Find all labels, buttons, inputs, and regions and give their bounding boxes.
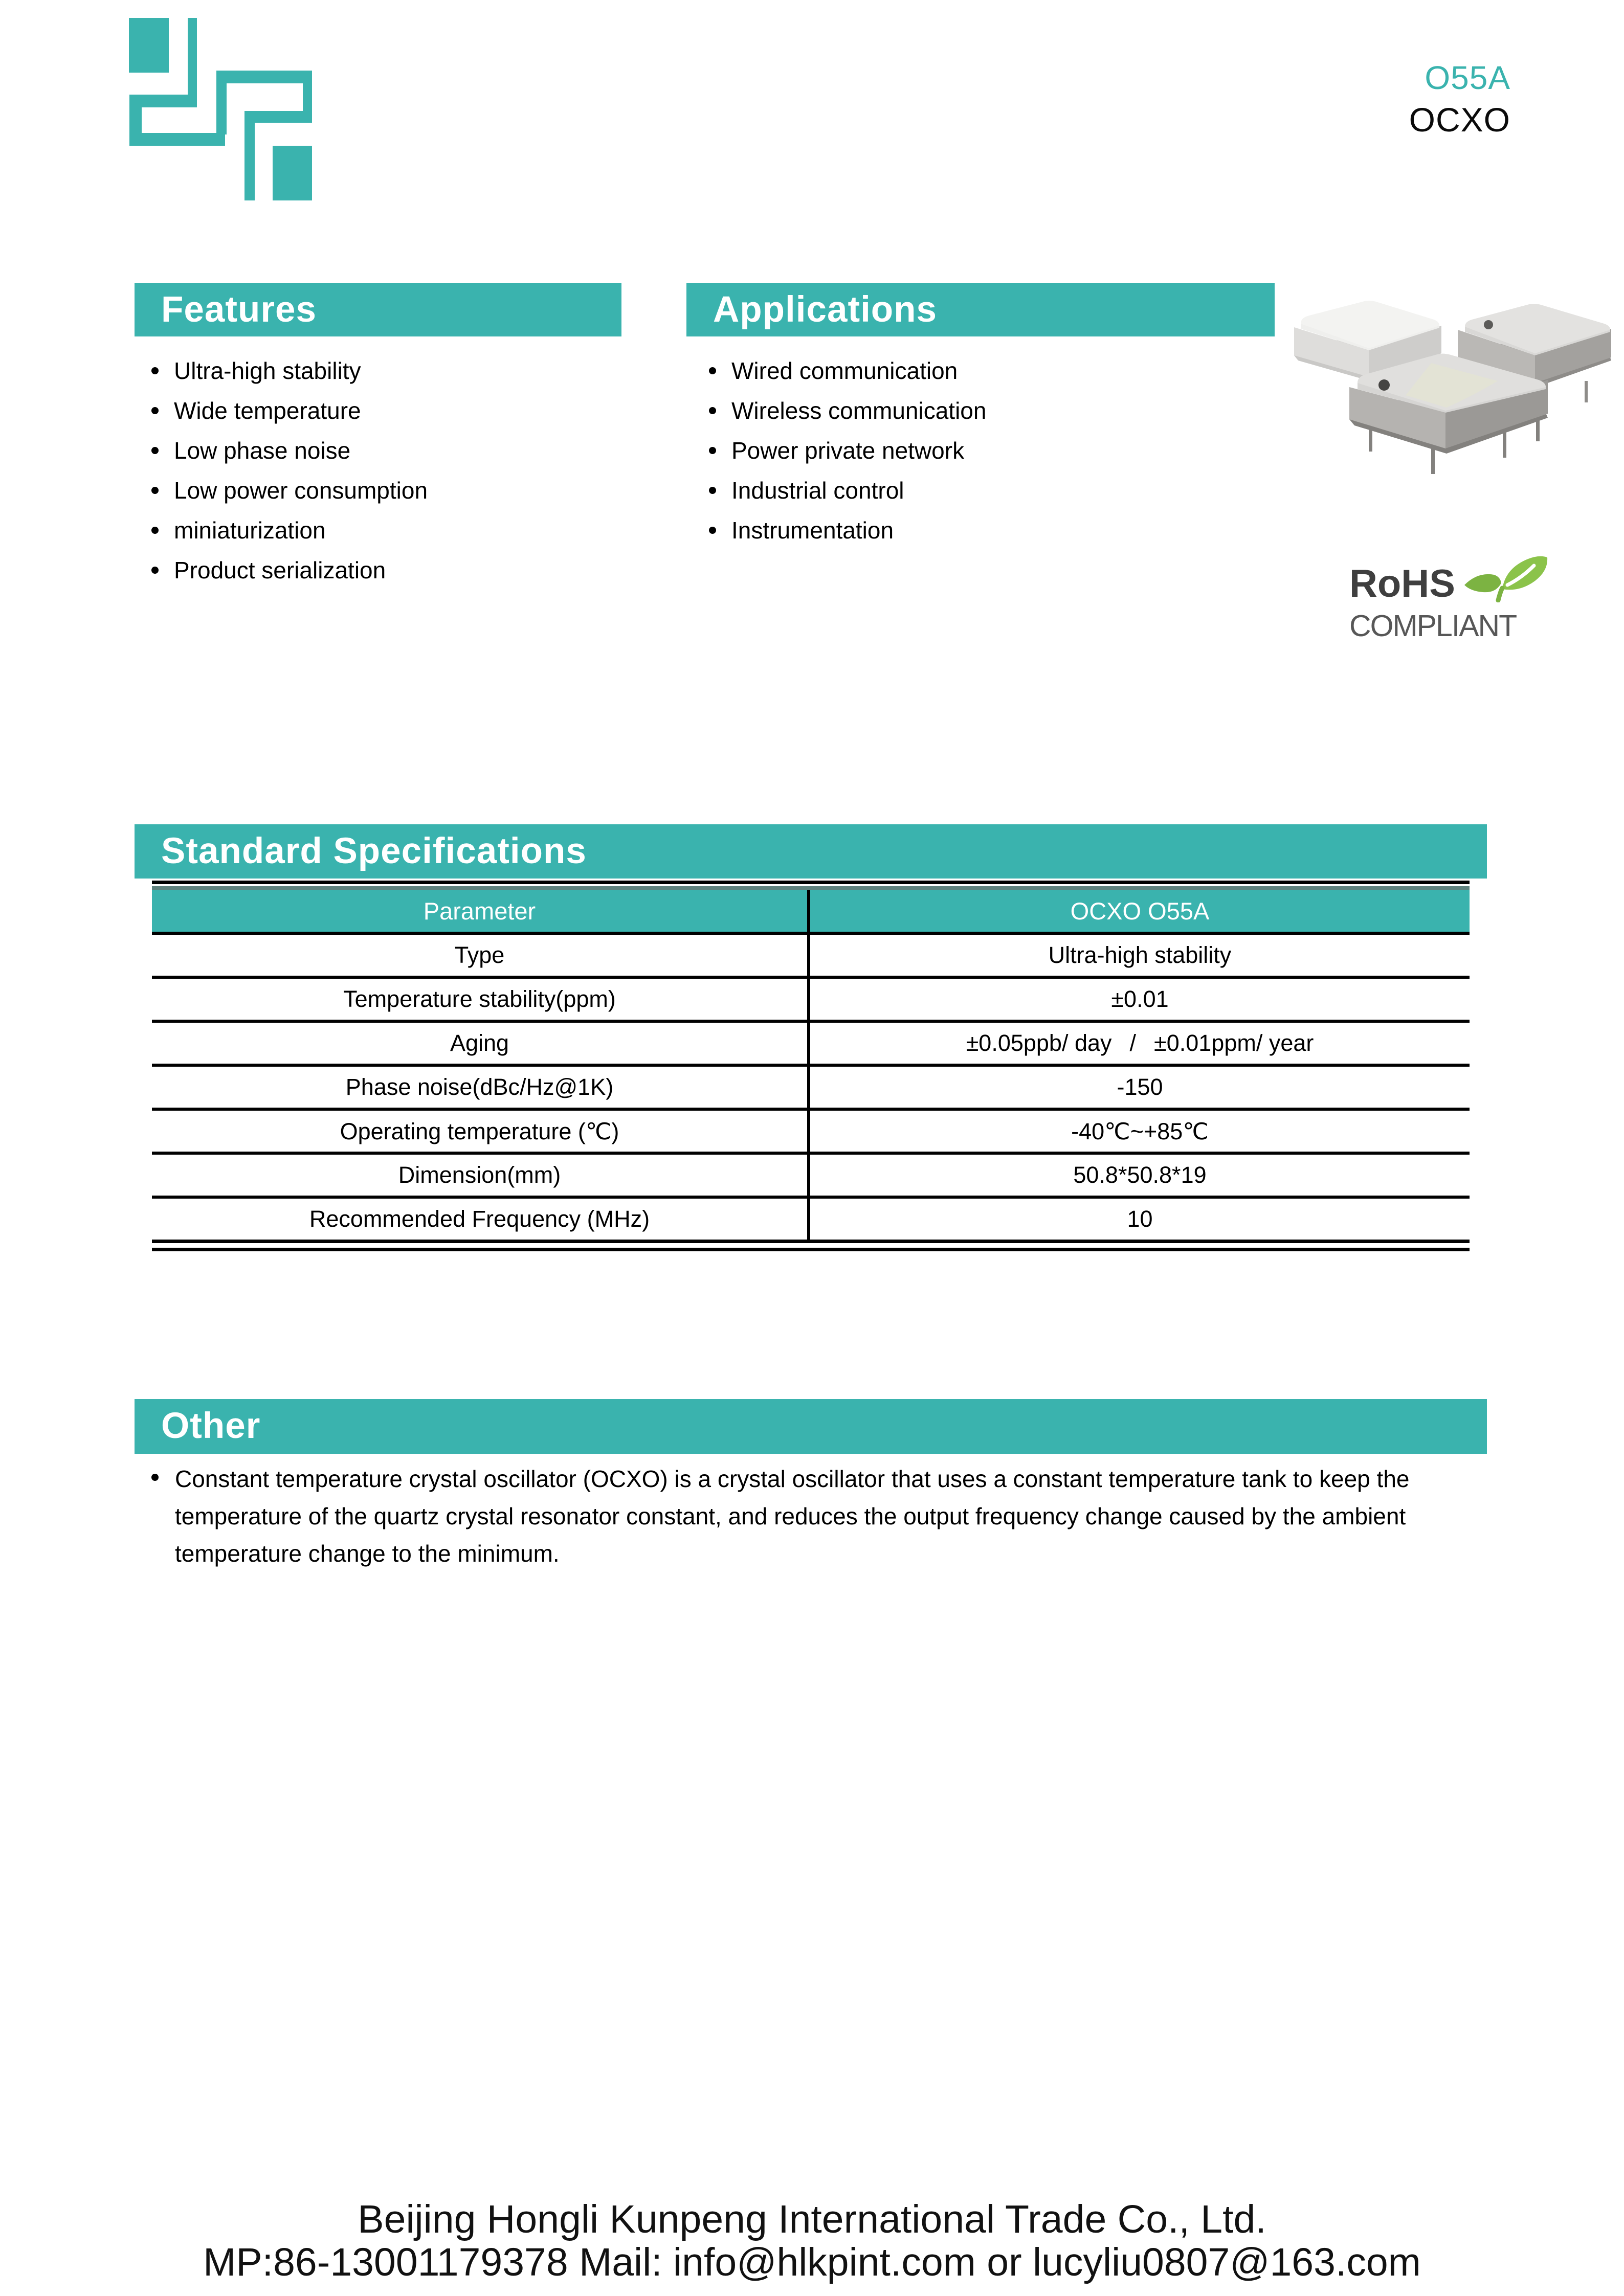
table-bottom-gap (152, 1243, 1470, 1248)
list-item (151, 470, 428, 510)
spec-col-value: OCXO O55A (1070, 897, 1210, 925)
list-item (151, 391, 428, 431)
list-item-label: Instrumentation (731, 517, 894, 544)
spec-value: ±0.05ppb/ day / ±0.01ppm/ year (966, 1030, 1314, 1056)
spec-row (152, 1067, 1470, 1111)
spec-param: Dimension(mm) (152, 1155, 810, 1196)
list-item (709, 351, 986, 391)
list-item (709, 391, 986, 431)
table-bottom-border-2 (152, 1248, 1470, 1251)
spec-param: Aging (152, 1023, 810, 1064)
spec-row (152, 1199, 1470, 1240)
list-item-label: Wide temperature (174, 397, 361, 424)
spec-value: ±0.01 (1111, 986, 1169, 1012)
bullet-icon (709, 487, 716, 494)
logo-square-top-left (129, 18, 169, 73)
table-bottom-border (152, 1240, 1470, 1243)
features-title: Features (161, 289, 317, 330)
list-item-label: miniaturization (174, 517, 326, 544)
list-item (151, 431, 428, 470)
list-item (151, 510, 428, 550)
bullet-icon (151, 367, 159, 374)
spec-value: Ultra-high stability (1048, 942, 1232, 968)
spec-table (152, 881, 1470, 1251)
list-item-label: Industrial control (731, 477, 904, 504)
applications-title: Applications (713, 289, 938, 330)
bullet-icon (151, 527, 159, 534)
spec-col-parameter: Parameter (152, 890, 810, 932)
model-number: O55A (1425, 59, 1510, 96)
list-item (151, 351, 428, 391)
specs-banner (135, 824, 1487, 879)
spec-value: -150 (1117, 1074, 1163, 1100)
bullet-icon (151, 447, 159, 454)
product-type: OCXO (1409, 101, 1510, 139)
rohs-compliant-label: COMPLIANT (1349, 609, 1517, 643)
company-name: Beijing Hongli Kunpeng International Trade Co., Ltd. (358, 2197, 1266, 2241)
list-item (709, 470, 986, 510)
other-title: Other (161, 1406, 261, 1446)
features-list (151, 351, 428, 590)
list-item-label: Wired communication (731, 357, 958, 384)
list-item-label: Power private network (731, 437, 965, 464)
list-item-label: Low power consumption (174, 477, 428, 504)
bullet-icon (709, 447, 716, 454)
applications-banner (686, 283, 1275, 336)
table-header-stripe (152, 886, 1470, 890)
specs-title: Standard Specifications (161, 831, 587, 871)
list-item (709, 431, 986, 470)
bullet-icon (709, 527, 716, 534)
bullet-icon (709, 367, 716, 374)
model-block (1409, 57, 1510, 141)
list-item-label: Low phase noise (174, 437, 351, 464)
list-item-label: Ultra-high stability (174, 357, 361, 384)
other-banner (135, 1399, 1487, 1454)
list-item-label: Product serialization (174, 557, 386, 583)
footer-contact: MP:86-13001179378 Mail: info@hlkpint.com or lucyliu0807@163.com (203, 2240, 1421, 2284)
bullet-icon (709, 407, 716, 414)
spec-table-header (152, 890, 1470, 935)
other-text: Constant temperature crystal oscillator (OCXO) is a crystal oscillator that uses a constant temperature tank to keep the temperature of the quartz crystal resonator constant, and reduces the output frequency change caused by the ambient temperature change to the minimum. (175, 1466, 1410, 1567)
spec-value: 10 (1127, 1206, 1153, 1232)
other-paragraph (151, 1460, 1461, 1572)
company-logo-icon (129, 17, 313, 201)
footer (0, 2198, 1624, 2284)
leaf-icon (1462, 553, 1548, 602)
list-item (709, 510, 986, 550)
bullet-icon (151, 487, 159, 494)
rohs-label: RoHS (1349, 562, 1455, 605)
spec-row (152, 1023, 1470, 1067)
spec-value: -40℃~+85℃ (1071, 1118, 1209, 1144)
product-image (1278, 279, 1618, 493)
rohs-mark (1349, 553, 1564, 643)
logo-square-bottom-right (273, 146, 312, 200)
spec-row (152, 1111, 1470, 1155)
spec-param: Recommended Frequency (MHz) (152, 1199, 810, 1240)
list-item (151, 550, 428, 590)
spec-value: 50.8*50.8*19 (1073, 1162, 1207, 1188)
table-top-border (152, 881, 1470, 884)
spec-param: Operating temperature (℃) (152, 1111, 810, 1152)
bullet-icon (151, 1474, 159, 1481)
spec-param: Type (152, 935, 810, 976)
bullet-icon (151, 567, 159, 574)
features-banner (135, 283, 621, 336)
spec-row (152, 1155, 1470, 1199)
list-item-label: Wireless communication (731, 397, 987, 424)
spec-param: Phase noise(dBc/Hz@1K) (152, 1067, 810, 1108)
bullet-icon (151, 407, 159, 414)
spec-row (152, 979, 1470, 1023)
spec-row (152, 935, 1470, 979)
spec-table-body (152, 935, 1470, 1240)
applications-list (709, 351, 986, 550)
spec-param: Temperature stability(ppm) (152, 979, 810, 1020)
